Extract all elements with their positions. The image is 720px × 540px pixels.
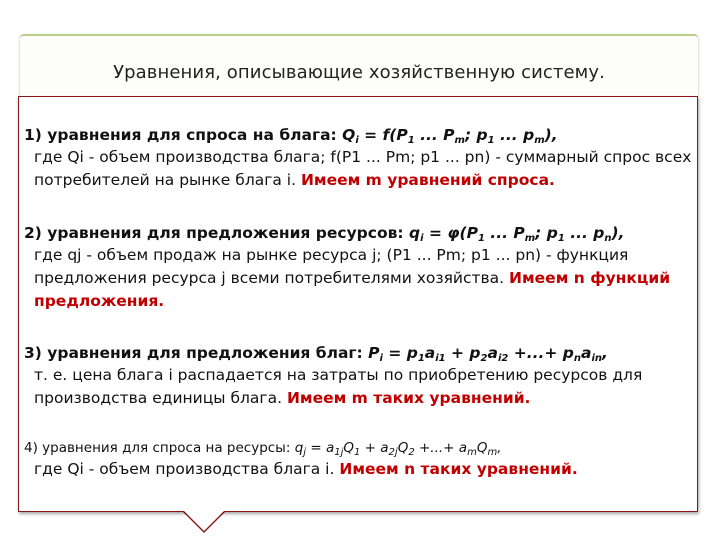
f3-e: a [487,344,498,362]
equation-item-2 [24,224,692,313]
item-4-body [34,458,692,481]
f4-g-sub: m [487,447,498,458]
item-2-body [34,244,692,313]
f2-a-sub: i [420,233,424,244]
f4-f: +...+ a [414,440,468,456]
f3-c: a [424,344,436,362]
item-4-lead: 4) уравнения для спроса на ресурсы: [24,440,295,456]
f1-b: = f(P [358,126,408,144]
f2-d: ; p [535,224,558,242]
f2-a: q [409,224,421,242]
f2-c: ... P [484,224,525,242]
item-3-heading [24,344,692,364]
item-4-highlight: Имеем n таких уравнений. [339,460,578,478]
f4-h: , [497,440,502,456]
f1-a-sub: i [355,135,359,146]
item-3-text: т. е. цена блага i распадается на затраты по приобретению ресурсов для производства единицы блага. [34,366,643,407]
callout-pointer-fill [182,509,226,531]
f1-e-sub: m [534,135,545,146]
f3-f: +...+ p [508,344,574,362]
item-4-heading [24,440,692,458]
equation-item-1 [24,126,692,192]
f3-g-sub: in [591,353,603,364]
f4-b: = a [306,440,335,456]
f4-g: Q [476,440,488,456]
f2-e: ... p [564,224,605,242]
f4-b-sub: 1j [334,447,344,458]
item-4-text: где Qi - объем производства блага i. [34,460,340,478]
f4-a: q [294,440,304,456]
f4-e-sub: 2 [408,447,415,458]
f4-c-sub: 1 [354,447,361,458]
f1-a: Q [342,126,356,144]
item-1-body [34,146,692,192]
f1-d: ; p [464,126,488,144]
f3-f-sub: n [573,353,581,364]
item-3-highlight: Имеем m таких уравнений. [286,389,531,407]
f4-a-sub: j [303,447,307,458]
f3-a: P [368,344,380,362]
f3-e-sub: i2 [497,353,509,364]
f4-d-sub: 2j [388,447,398,458]
f3-h: , [602,344,608,362]
item-2-lead: 2) уравнения для предложения ресурсов: [24,224,410,242]
f2-c-sub: m [524,233,536,244]
equation-item-4 [24,440,692,481]
item-2-heading [24,224,692,244]
f3-d: + p [445,344,481,362]
f1-c: ... P [414,126,455,144]
f4-d: + a [360,440,389,456]
f3-b-sub: 1 [417,353,425,364]
f2-e-sub: n [604,233,612,244]
f4-f-sub: m [467,447,477,458]
header-card [20,34,698,98]
equation-item-3 [24,344,692,410]
f3-g: a [581,344,592,362]
item-3-lead: 3) уравнения для предложения благ: [24,344,369,362]
f4-e: Q [397,440,409,456]
f2-b: = φ(P [423,224,478,242]
f4-c: Q [343,440,354,456]
page-title: Уравнения, описывающие хозяйственную систему. [113,62,605,83]
f1-c-sub: m [454,135,465,146]
f2-b-sub: 1 [477,233,485,244]
f3-a-sub: i [379,353,383,364]
item-1-text: где Qi - объем производства блага; f(P1 ... Pm; p1 ... pn) - суммарный спрос всех потребителей на рынке блага i. [34,148,692,189]
f2-d-sub: 1 [557,233,565,244]
f2-f: ), [611,224,625,242]
item-3-body [34,364,692,410]
item-1-highlight: Имеем m уравнений спроса. [300,171,555,189]
item-2-highlight: Имеем n функций предложения. [34,269,671,310]
f1-e: ... p [494,126,535,144]
f3-c-sub: i1 [435,353,446,364]
item-2-text: где qj - объем продаж на рынке ресурса j; (P1 ... Pm; p1 ... pn) - функция предложения ресурса j всеми потребителями хозяйства. [34,246,629,287]
item-1-heading [24,126,692,146]
f1-f: ), [544,126,558,144]
item-1-lead: 1) уравнения для спроса на блага: [24,126,343,144]
f3-d-sub: 2 [480,353,488,364]
f1-d-sub: 1 [487,135,495,146]
f1-b-sub: 1 [407,135,415,146]
f3-b: = p [382,344,418,362]
